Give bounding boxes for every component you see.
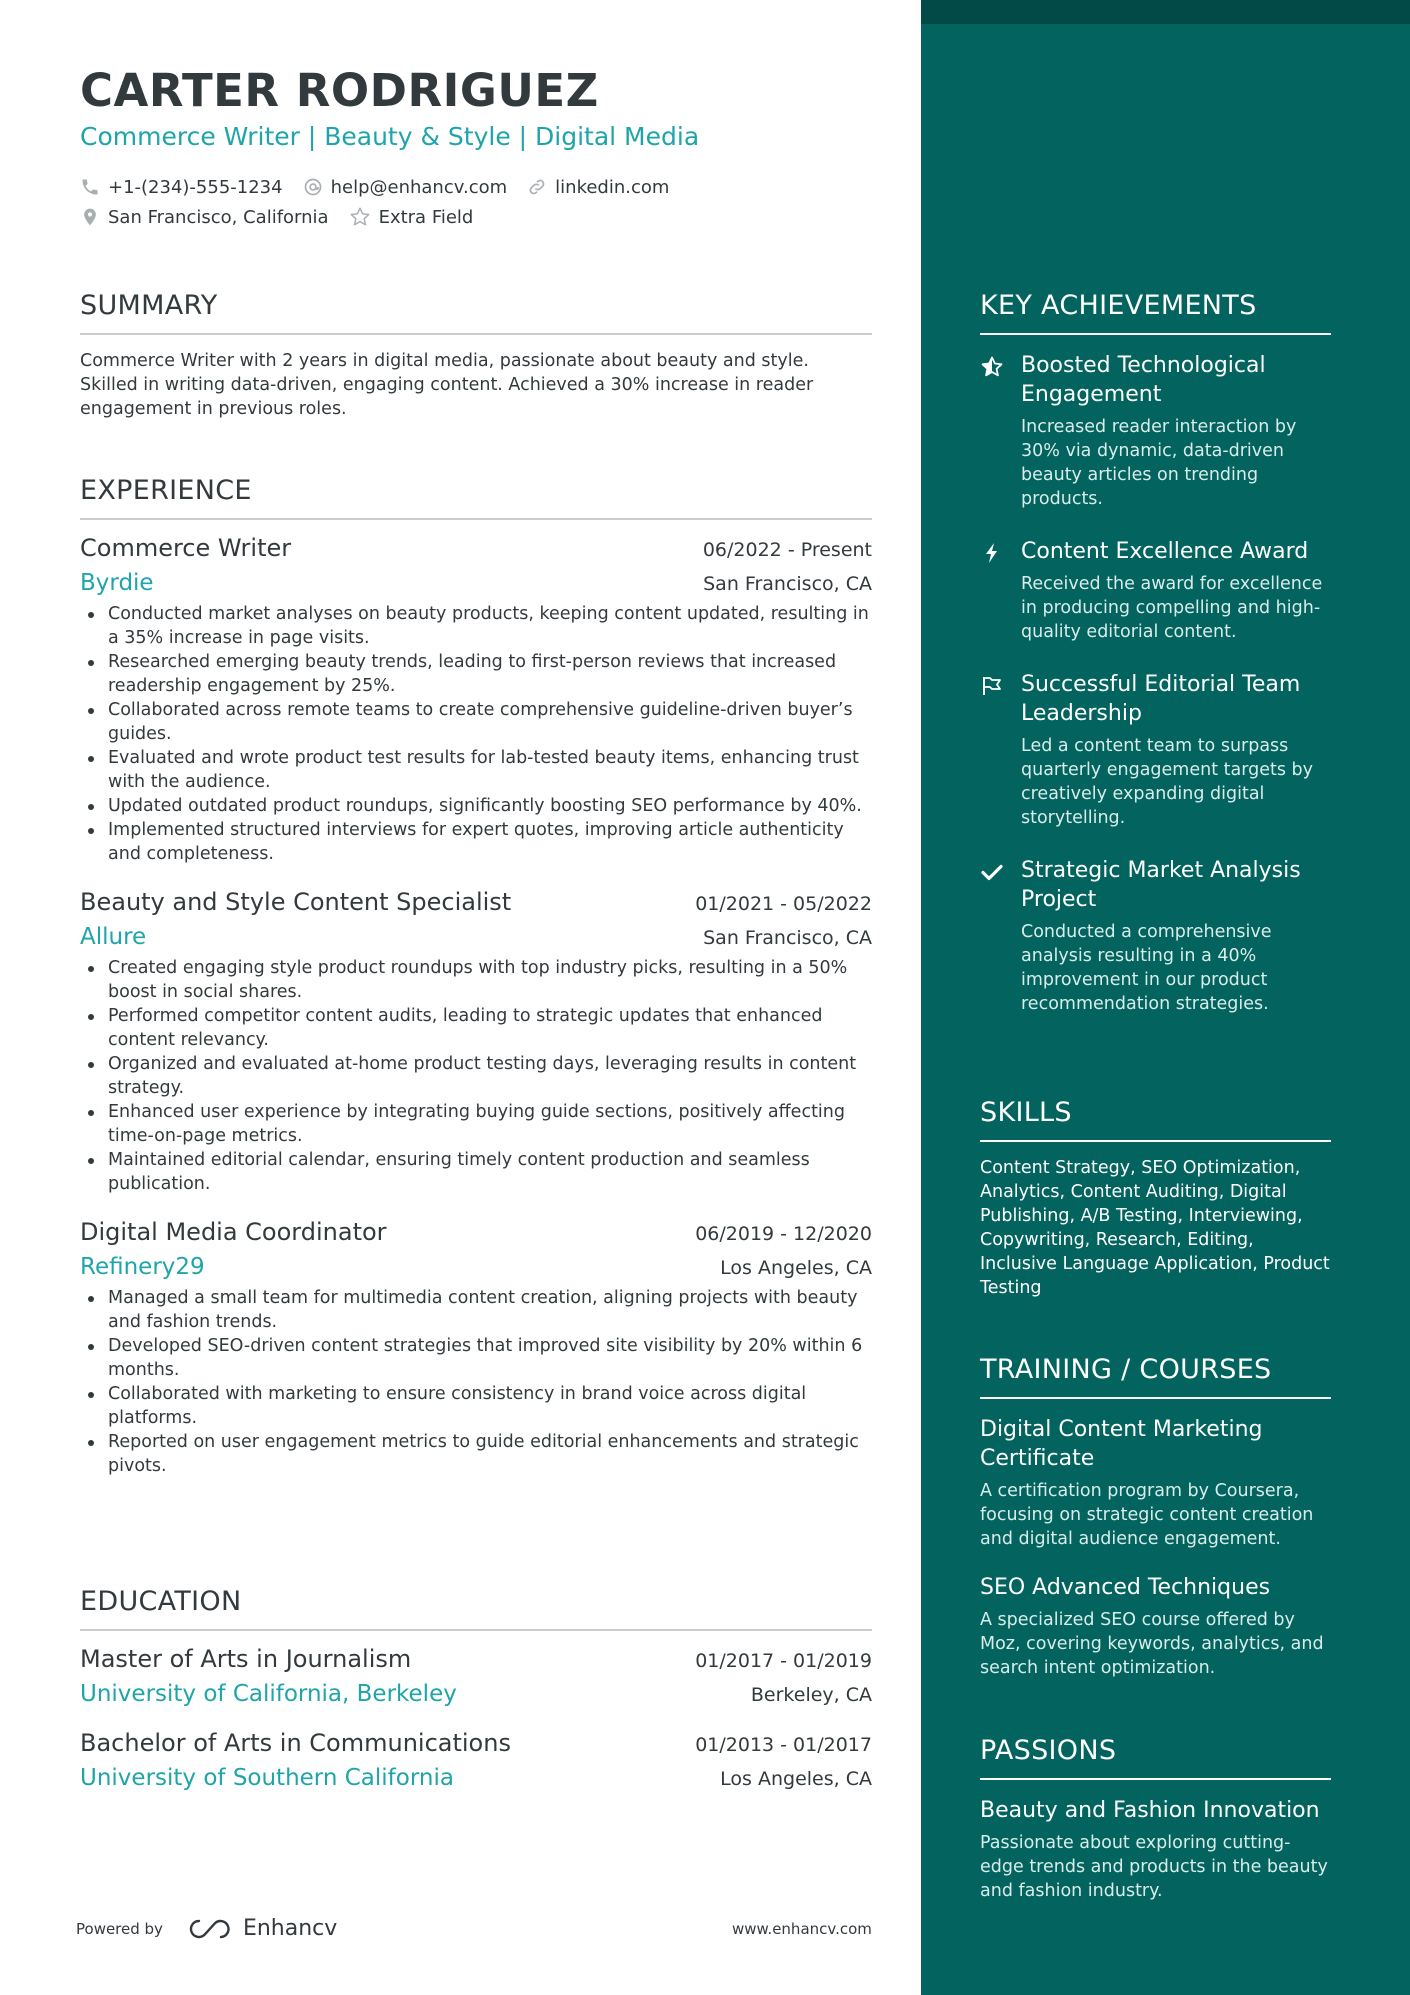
phone-text: +1-(234)-555-1234 bbox=[108, 176, 283, 198]
section-title: SUMMARY bbox=[80, 290, 872, 335]
skills-text: Content Strategy, SEO Optimization, Analytics, Content Auditing, Digital Publishing, A/B Testing, Interviewing, Copywriting, Research, Editing, Inclusive Language Application, Product Testing bbox=[980, 1158, 1330, 1298]
achievement-item bbox=[980, 351, 1331, 511]
job-location: San Francisco, CA bbox=[703, 927, 872, 949]
location-pin-icon bbox=[80, 207, 100, 227]
star-outline-icon bbox=[349, 206, 371, 228]
job-location: Los Angeles, CA bbox=[720, 1257, 872, 1279]
section-title: KEY ACHIEVEMENTS bbox=[980, 290, 1331, 335]
achievements-section bbox=[980, 290, 1331, 1016]
flag-icon bbox=[980, 674, 1004, 698]
experience-entry bbox=[80, 1218, 872, 1478]
list-item: Developed SEO-driven content strategies that improved site visibility by 20% within 6 months. bbox=[108, 1334, 872, 1382]
section-title: SKILLS bbox=[980, 1097, 1331, 1142]
extra-text: Extra Field bbox=[378, 206, 474, 228]
list-item: Enhanced user experience by integrating buying guide sections, positively affecting time-on-page metrics. bbox=[108, 1100, 872, 1148]
job-title: Commerce Writer bbox=[80, 534, 292, 562]
course-item bbox=[980, 1415, 1331, 1551]
job-bullets bbox=[80, 956, 872, 1196]
achievement-desc: Received the award for excellence in producing compelling and high-quality editorial content. bbox=[1021, 574, 1323, 642]
section-title: PASSIONS bbox=[980, 1735, 1331, 1780]
job-bullets bbox=[80, 1286, 872, 1478]
achievement-desc: Conducted a comprehensive analysis resulting in a 40% improvement in our product recommendation strategies. bbox=[1021, 922, 1272, 1014]
footer-website[interactable]: www.enhancv.com bbox=[732, 1920, 872, 1938]
education-dates: 01/2017 - 01/2019 bbox=[695, 1650, 872, 1672]
list-item: Collaborated across remote teams to create comprehensive guideline-driven buyer’s guides. bbox=[108, 698, 872, 746]
list-item: Evaluated and wrote product test results for lab-tested beauty items, enhancing trust with the audience. bbox=[108, 746, 872, 794]
school-location: Los Angeles, CA bbox=[720, 1768, 872, 1790]
achievement-desc: Increased reader interaction by 30% via dynamic, data-driven beauty articles on trending products. bbox=[1021, 417, 1297, 509]
sidebar-top-bar bbox=[921, 0, 1410, 24]
passion-desc: Passionate about exploring cutting-edge trends and products in the beauty and fashion industry. bbox=[980, 1833, 1328, 1901]
course-title: SEO Advanced Techniques bbox=[980, 1575, 1271, 1600]
list-item: Conducted market analyses on beauty products, keeping content updated, resulting in a 35% increase in page visits. bbox=[108, 602, 872, 650]
course-title: Digital Content Marketing Certificate bbox=[980, 1417, 1263, 1471]
degree-title: Bachelor of Arts in Communications bbox=[80, 1729, 511, 1757]
link-text: linkedin.com bbox=[555, 176, 670, 198]
passion-item bbox=[980, 1796, 1331, 1903]
experience-entry bbox=[80, 534, 872, 866]
section-title: EXPERIENCE bbox=[80, 475, 872, 520]
company-name: Byrdie bbox=[80, 570, 154, 596]
education-entry bbox=[80, 1645, 872, 1707]
brand-name: Enhancv bbox=[242, 1916, 338, 1941]
achievement-title: Successful Editorial Team Leadership bbox=[1021, 672, 1301, 726]
job-dates: 06/2022 - Present bbox=[702, 539, 872, 561]
experience-section bbox=[80, 475, 872, 1478]
education-entry bbox=[80, 1729, 872, 1791]
school-name: University of Southern California bbox=[80, 1765, 454, 1791]
degree-title: Master of Arts in Journalism bbox=[80, 1645, 412, 1673]
achievement-item bbox=[980, 670, 1331, 830]
section-title: EDUCATION bbox=[80, 1586, 872, 1631]
experience-entry bbox=[80, 888, 872, 1196]
skills-section bbox=[980, 1097, 1331, 1300]
achievement-item bbox=[980, 537, 1331, 644]
star-half-icon bbox=[980, 355, 1004, 379]
job-dates: 01/2021 - 05/2022 bbox=[695, 893, 872, 915]
link-icon bbox=[527, 177, 547, 197]
list-item: Updated outdated product roundups, significantly boosting SEO performance by 40%. bbox=[108, 794, 872, 818]
achievement-title: Strategic Market Analysis Project bbox=[1021, 858, 1301, 912]
bolt-icon bbox=[980, 541, 1004, 565]
powered-by-text: Powered by bbox=[76, 1919, 163, 1938]
phone-icon bbox=[80, 177, 100, 197]
education-section bbox=[80, 1586, 872, 1791]
list-item: Created engaging style product roundups with top industry picks, resulting in a 50% boost in social shares. bbox=[108, 956, 872, 1004]
achievement-item bbox=[980, 856, 1331, 1016]
achievement-desc: Led a content team to surpass quarterly engagement targets by creatively expanding digital storytelling. bbox=[1021, 736, 1313, 828]
achievement-title: Content Excellence Award bbox=[1021, 539, 1309, 564]
location-text: San Francisco, California bbox=[108, 206, 329, 228]
company-name: Allure bbox=[80, 924, 147, 950]
contact-email[interactable] bbox=[303, 177, 508, 198]
contact-link[interactable] bbox=[527, 177, 669, 198]
passions-section bbox=[980, 1735, 1331, 1903]
summary-section bbox=[80, 290, 872, 421]
job-dates: 06/2019 - 12/2020 bbox=[695, 1223, 872, 1245]
job-title: Beauty and Style Content Specialist bbox=[80, 888, 512, 916]
list-item: Collaborated with marketing to ensure consistency in brand voice across digital platforms. bbox=[108, 1382, 872, 1430]
list-item: Maintained editorial calendar, ensuring timely content production and seamless publication. bbox=[108, 1148, 872, 1196]
enhancv-logo-icon bbox=[187, 1917, 233, 1941]
candidate-headline: Commerce Writer | Beauty & Style | Digital Media bbox=[80, 122, 700, 151]
section-title: TRAINING / COURSES bbox=[980, 1354, 1331, 1399]
footer-powered-by bbox=[76, 1916, 337, 1941]
candidate-name: CARTER RODRIGUEZ bbox=[80, 64, 599, 117]
job-location: San Francisco, CA bbox=[703, 573, 872, 595]
course-item bbox=[980, 1573, 1331, 1680]
training-section bbox=[980, 1354, 1331, 1680]
passion-title: Beauty and Fashion Innovation bbox=[980, 1798, 1320, 1823]
contact-location bbox=[80, 207, 329, 228]
at-icon bbox=[303, 177, 323, 197]
contact-phone[interactable] bbox=[80, 177, 283, 198]
job-title: Digital Media Coordinator bbox=[80, 1218, 387, 1246]
school-location: Berkeley, CA bbox=[750, 1684, 872, 1706]
check-icon bbox=[980, 860, 1004, 884]
list-item: Organized and evaluated at-home product testing days, leveraging results in content strategy. bbox=[108, 1052, 872, 1100]
email-text: help@enhancv.com bbox=[330, 176, 508, 198]
achievement-title: Boosted Technological Engagement bbox=[1021, 353, 1266, 407]
job-bullets bbox=[80, 602, 872, 866]
contact-extra bbox=[349, 206, 474, 228]
brand-logo[interactable] bbox=[187, 1916, 337, 1941]
list-item: Implemented structured interviews for expert quotes, improving article authenticity and completeness. bbox=[108, 818, 872, 866]
school-name: University of California, Berkeley bbox=[80, 1681, 457, 1707]
sidebar-column bbox=[921, 0, 1410, 1995]
contact-info bbox=[80, 172, 880, 232]
summary-text: Commerce Writer with 2 years in digital media, passionate about beauty and style. Skilled in writing data-driven, engaging content. Achieved a 30% increase in reader engagement in previous roles. bbox=[80, 351, 814, 419]
education-dates: 01/2013 - 01/2017 bbox=[695, 1734, 872, 1756]
list-item: Reported on user engagement metrics to guide editorial enhancements and strategic pivots. bbox=[108, 1430, 872, 1478]
company-name: Refinery29 bbox=[80, 1254, 205, 1280]
list-item: Managed a small team for multimedia content creation, aligning projects with beauty and fashion trends. bbox=[108, 1286, 872, 1334]
list-item: Performed competitor content audits, leading to strategic updates that enhanced content relevancy. bbox=[108, 1004, 872, 1052]
course-desc: A specialized SEO course offered by Moz, covering keywords, analytics, and search intent optimization. bbox=[980, 1610, 1324, 1678]
list-item: Researched emerging beauty trends, leading to first-person reviews that increased readership engagement by 25%. bbox=[108, 650, 872, 698]
course-desc: A certification program by Coursera, focusing on strategic content creation and digital audience engagement. bbox=[980, 1481, 1314, 1549]
